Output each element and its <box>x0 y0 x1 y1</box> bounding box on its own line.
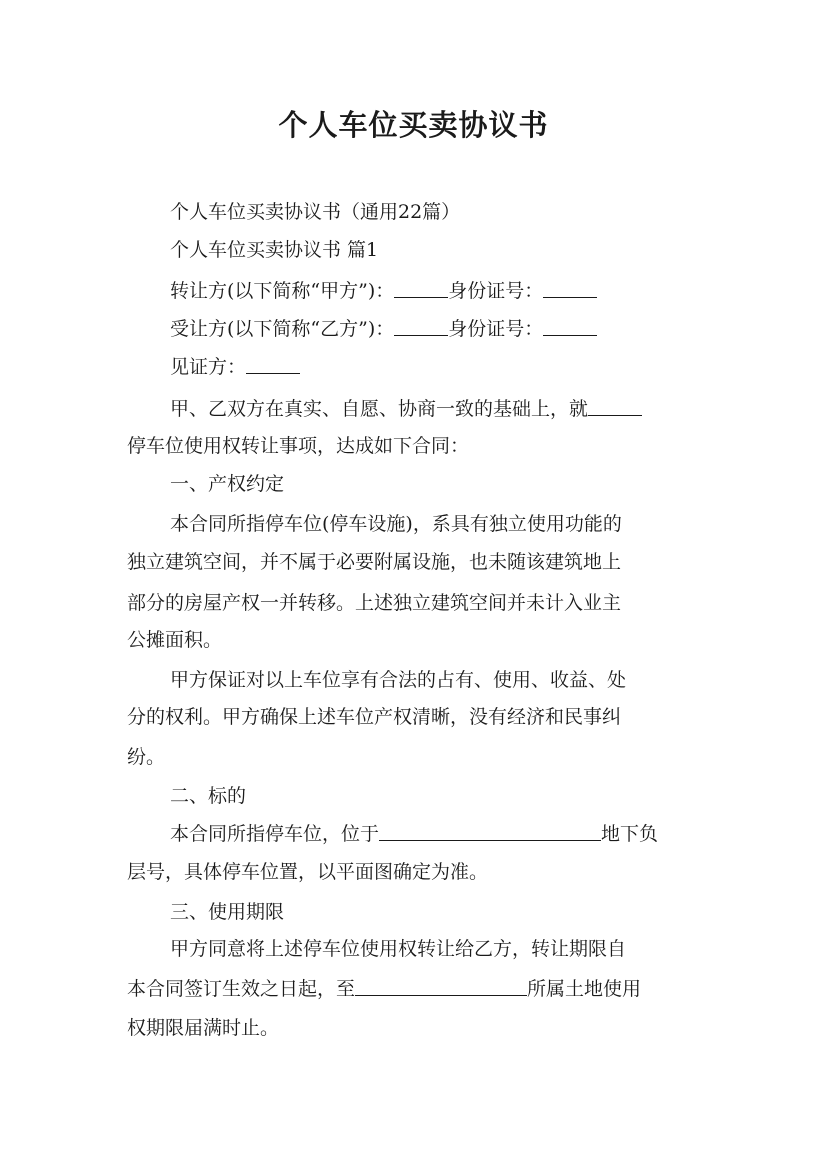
section-3-text-b: 所属土地使用 <box>527 978 642 1000</box>
transferee-id-blank <box>543 317 597 336</box>
transferor-name-blank <box>394 279 448 298</box>
section-1-para-1-line-3: 部分的房屋产权一并转移。上述独立建筑空间并未计入业主 <box>127 592 622 614</box>
section-2-heading: 二、标的 <box>170 785 247 807</box>
term-end-blank <box>355 977 527 996</box>
intro-line-1 <box>170 397 642 421</box>
witness-blank <box>246 355 300 374</box>
transferee-name-blank <box>394 317 448 336</box>
location-blank <box>379 822 601 841</box>
section-1-para-2-line-2: 分的权利。甲方确保上述车位产权清晰，没有经济和民事纠 <box>127 706 622 728</box>
transferee-line <box>170 317 597 341</box>
section-3-line-1: 甲方同意将上述停车位使用权转让给乙方，转让期限自 <box>170 938 627 960</box>
section-2-line-1 <box>170 822 658 846</box>
article-heading: 个人车位买卖协议书 篇1 <box>170 239 379 261</box>
intro-blank <box>588 397 642 416</box>
witness-label: 见证方： <box>170 356 247 378</box>
section-2-text-b: 地下负 <box>601 823 659 845</box>
section-1-heading: 一、产权约定 <box>170 473 285 495</box>
section-3-heading: 三、使用期限 <box>170 901 285 923</box>
section-1-para-1-line-4: 公摊面积。 <box>127 629 223 651</box>
transferor-line <box>170 279 597 303</box>
section-2-text-a: 本合同所指停车位，位于 <box>170 823 380 845</box>
section-3-text-a: 本合同签订生效之日起，至 <box>127 978 356 1000</box>
transferor-id-label: 身份证号： <box>448 280 544 302</box>
section-3-line-2 <box>127 977 641 1001</box>
section-1-para-1-line-2: 独立建筑空间，并不属于必要附属设施，也未随该建筑地上 <box>127 551 622 573</box>
section-3-line-3: 权期限届满时止。 <box>127 1017 280 1039</box>
section-2-line-2: 层号，具体停车位置，以平面图确定为准。 <box>127 861 489 883</box>
transferor-label: 转让方(以下简称“甲方”)： <box>170 280 395 302</box>
section-1-para-1-line-1: 本合同所指停车位(停车设施)，系具有独立使用功能的 <box>170 513 622 535</box>
section-1-para-2-line-3: 纷。 <box>127 746 166 768</box>
transferee-label: 受让方(以下简称“乙方”)： <box>170 318 395 340</box>
transferee-id-label: 身份证号： <box>448 318 544 340</box>
document-title: 个人车位买卖协议书 <box>278 108 549 142</box>
intro-line-2: 停车位使用权转让事项，达成如下合同： <box>127 435 470 457</box>
intro-text: 甲、乙双方在真实、自愿、协商一致的基础上，就 <box>170 398 589 420</box>
transferor-id-blank <box>543 279 597 298</box>
document-subtitle: 个人车位买卖协议书（通用22篇） <box>170 201 461 223</box>
witness-line <box>170 355 300 379</box>
section-1-para-2-line-1: 甲方保证对以上车位享有合法的占有、使用、收益、处 <box>170 669 627 691</box>
